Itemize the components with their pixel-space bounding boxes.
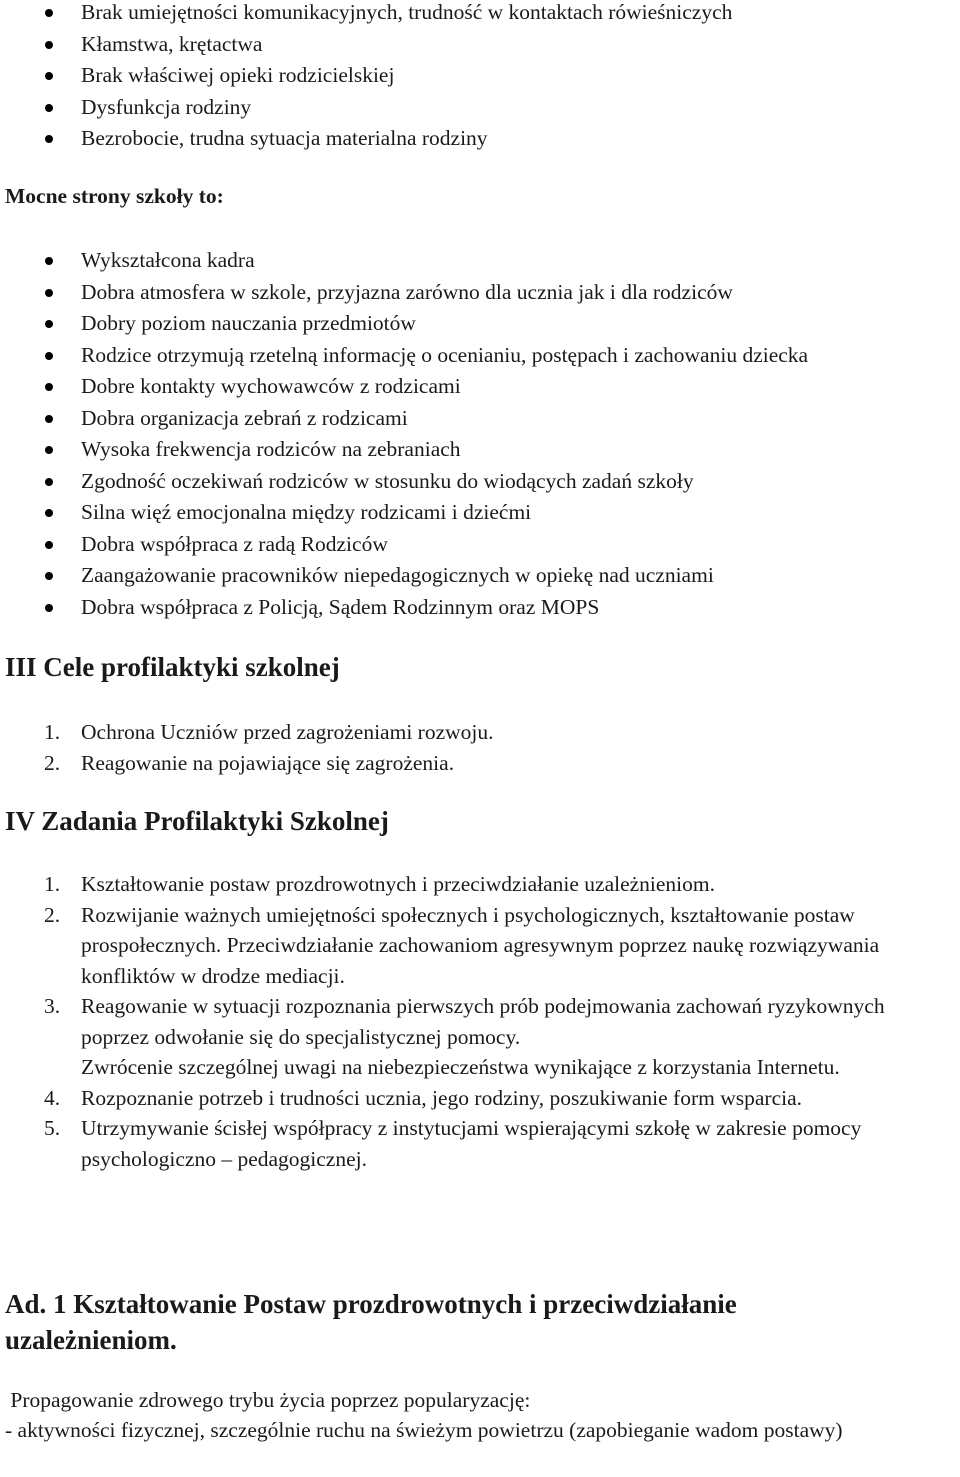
list-item: Brak właściwej opieki rodzicielskiej <box>0 60 732 92</box>
bullet-icon <box>45 478 53 486</box>
section-heading: IV Zadania Profilaktyki Szkolnej <box>5 806 389 836</box>
list-item: 1. Ochrona Uczniów przed zagrożeniami rozwoju. <box>44 720 494 744</box>
list-item: 1. Kształtowanie postaw prozdrowotnych i przeciwdziałanie uzależnieniom. <box>44 872 716 896</box>
bullet-icon <box>45 509 53 517</box>
bullet-icon <box>45 257 53 265</box>
bullet-icon <box>45 135 53 143</box>
list-item: 4. Rozpoznanie potrzeb i trudności ucznia, jego rodziny, poszukiwanie form wsparcia. <box>44 1085 803 1110</box>
bullet-icon <box>45 104 53 112</box>
bullet-icon <box>45 289 53 297</box>
bullet-icon <box>45 9 53 17</box>
list-item: Dobra organizacja zebrań z rodzicami <box>0 403 808 435</box>
list-item: Brak umiejętności komunikacyjnych, trudność w kontaktach rówieśniczych <box>0 0 732 29</box>
list-item: Dysfunkcja rodziny <box>0 92 732 124</box>
tasks-list <box>0 869 941 1174</box>
list-item: Dobra współpraca z radą Rodziców <box>0 529 808 561</box>
list-item: Zgodność oczekiwań rodziców w stosunku do wiodących zadań szkoły <box>0 466 808 498</box>
section-heading: III Cele profilaktyki szkolnej <box>5 652 340 682</box>
bullet-icon <box>45 352 53 360</box>
list-item: Zaangażowanie pracowników niepedagogicznych w opiekę nad uczniami <box>0 560 808 592</box>
list-item: Silna więź emocjonalna między rodzicami i dziećmi <box>0 497 808 529</box>
bullet-icon <box>45 415 53 423</box>
list-item: Kłamstwa, krętactwa <box>0 29 732 61</box>
list-item: Dobra atmosfera w szkole, przyjazna zarówno dla ucznia jak i dla rodziców <box>0 277 808 309</box>
list-item: 5. Utrzymywanie ścisłej współpracy z instytucjami wspierającymi szkołę w zakresie pomocy psychologiczno – pedagogicznej. <box>44 1116 862 1171</box>
bullet-icon <box>45 572 53 580</box>
bullet-icon <box>45 446 53 454</box>
list-item: Dobry poziom nauczania przedmiotów <box>0 308 808 340</box>
dash-item: - aktywności fizycznej, szczególnie ruchu na świeżym powietrzu (zapobieganie wadom postawy) <box>5 1418 843 1442</box>
bullet-icon <box>45 604 53 612</box>
list-item: Rodzice otrzymują rzetelną informację o ocenianiu, postępach i zachowaniu dziecka <box>0 340 808 372</box>
bullet-icon <box>45 541 53 549</box>
intro-paragraph: Propagowanie zdrowego trybu życia poprzez popularyzację: <box>5 1388 531 1412</box>
strengths-heading: Mocne strony szkoły to: <box>5 184 224 208</box>
subsection-heading: Ad. 1 Kształtowanie Postaw prozdrowotnych i przeciwdziałanie uzależnieniom. <box>5 1289 737 1355</box>
list-item: Wysoka frekwencja rodziców na zebraniach <box>0 434 808 466</box>
list-item: Bezrobocie, trudna sytuacja materialna rodziny <box>0 123 732 155</box>
goals-list <box>0 717 941 778</box>
problems-list <box>0 0 732 155</box>
bullet-icon <box>45 41 53 49</box>
list-item: 3. Reagowanie w sytuacji rozpoznania pierwszych prób podejmowania zachowań ryzykownych poprzez odwołanie się do specjalistycznej pomocy. Zwrócenie szczególnej uwagi na niebezpieczeństwa wynikające z korzystania Internetu. <box>44 994 885 1079</box>
strengths-list <box>0 245 808 623</box>
list-item: Dobra współpraca z Policją, Sądem Rodzinnym oraz MOPS <box>0 592 808 624</box>
list-item: Dobre kontakty wychowawców z rodzicami <box>0 371 808 403</box>
bullet-icon <box>45 383 53 391</box>
bullet-icon <box>45 320 53 328</box>
bullet-icon <box>45 72 53 80</box>
list-item: 2. Rozwijanie ważnych umiejętności społecznych i psychologicznych, kształtowanie postaw prospołecznych. Przeciwdziałanie zachowaniom agresywnym poprzez naukę rozwiązywania konfliktów w drodze mediacji. <box>44 902 880 988</box>
list-item: Wykształcona kadra <box>0 245 808 277</box>
list-item: 2. Reagowanie na pojawiające się zagrożenia. <box>44 750 455 775</box>
